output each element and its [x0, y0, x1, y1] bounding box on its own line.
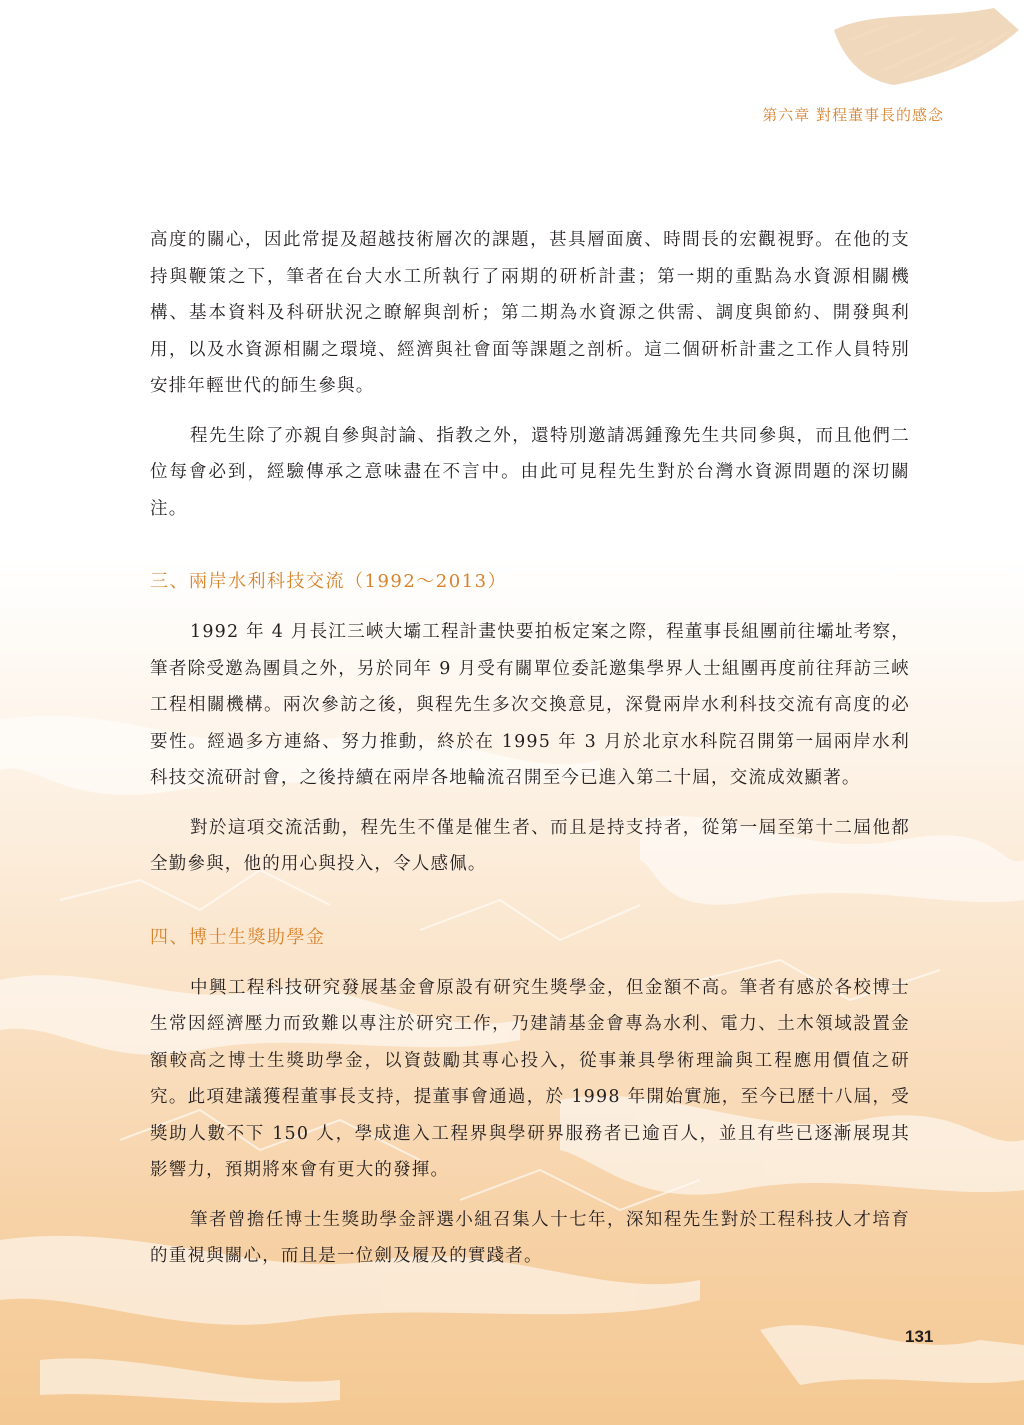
section-heading-4: 四、博士生獎助學金 [150, 926, 326, 948]
section-heading-3: 三、兩岸水利科技交流（1992～2013） [150, 571, 508, 592]
page-number: 131 [905, 1327, 934, 1346]
paragraph-5: 中興工程科技研究發展基金會原設有研究生獎學金，但金額不高。筆者有感於各校博士生常因經濟壓力而致難以專注於研究工作，乃建請基金會專為水利、電力、土木領域設置金額較高之博士生獎助學金，以資鼓勵其專心投入，從事兼具學術理論與工程應用價值之研究。此項建議獲程董事長支持，提董事會通過，於 1998 年開始實施，至今已歷十八屆，受獎助人數不下 150 人，學成進入工程界與學研界服務者已逾百人，並且有些已逐漸展現其影響力，預期將來會有更大的發揮。 [150, 977, 910, 1180]
paragraph-1: 高度的關心，因此常提及超越技術層次的課題，甚具層面廣、時間長的宏觀視野。在他的支持與鞭策之下，筆者在台大水工所執行了兩期的研析計畫；第一期的重點為水資源相關機構、基本資料及科研狀況之瞭解與剖析；第二期為水資源之供需、調度與節約、開發與利用，以及水資源相關之環境、經濟與社會面等課題之剖析。這二個研析計畫之工作人員特別安排年輕世代的師生參與。 [150, 230, 910, 396]
paragraph-6: 筆者曾擔任博士生獎助學金評選小組召集人十七年，深知程先生對於工程科技人才培育的重視與關心，而且是一位劍及履及的實踐者。 [150, 1209, 910, 1266]
paragraph-3: 1992 年 4 月長江三峽大壩工程計畫快要拍板定案之際，程董事長組團前往壩址考察，筆者除受邀為團員之外，另於同年 9 月受有關單位委託邀集學界人士組團再度前往拜訪三峽工程相關機構。兩次參訪之後，與程先生多次交換意見，深覺兩岸水利科技交流有高度的必要性。經過多方連絡、努力推動，終於在 1995 年 3 月於北京水科院召開第一屆兩岸水利科技交流研討會，之後持續在兩岸各地輪流召開至今已進入第二十屆，交流成效顯著。 [150, 622, 910, 788]
paragraph-4: 對於這項交流活動，程先生不僅是催生者、而且是持支持者，從第一屆至第十二屆他都全勤參與，他的用心與投入，令人感佩。 [150, 817, 910, 874]
corner-brush-decoration [794, 0, 1024, 110]
running-head: 第六章 對程董事長的感念 [762, 106, 944, 124]
paragraph-2: 程先生除了亦親自參與討論、指教之外，還特別邀請馮鍾豫先生共同參與，而且他們二位每會必到，經驗傳承之意味盡在不言中。由此可見程先生對於台灣水資源問題的深切關注。 [150, 425, 910, 519]
article-body [150, 222, 910, 1275]
